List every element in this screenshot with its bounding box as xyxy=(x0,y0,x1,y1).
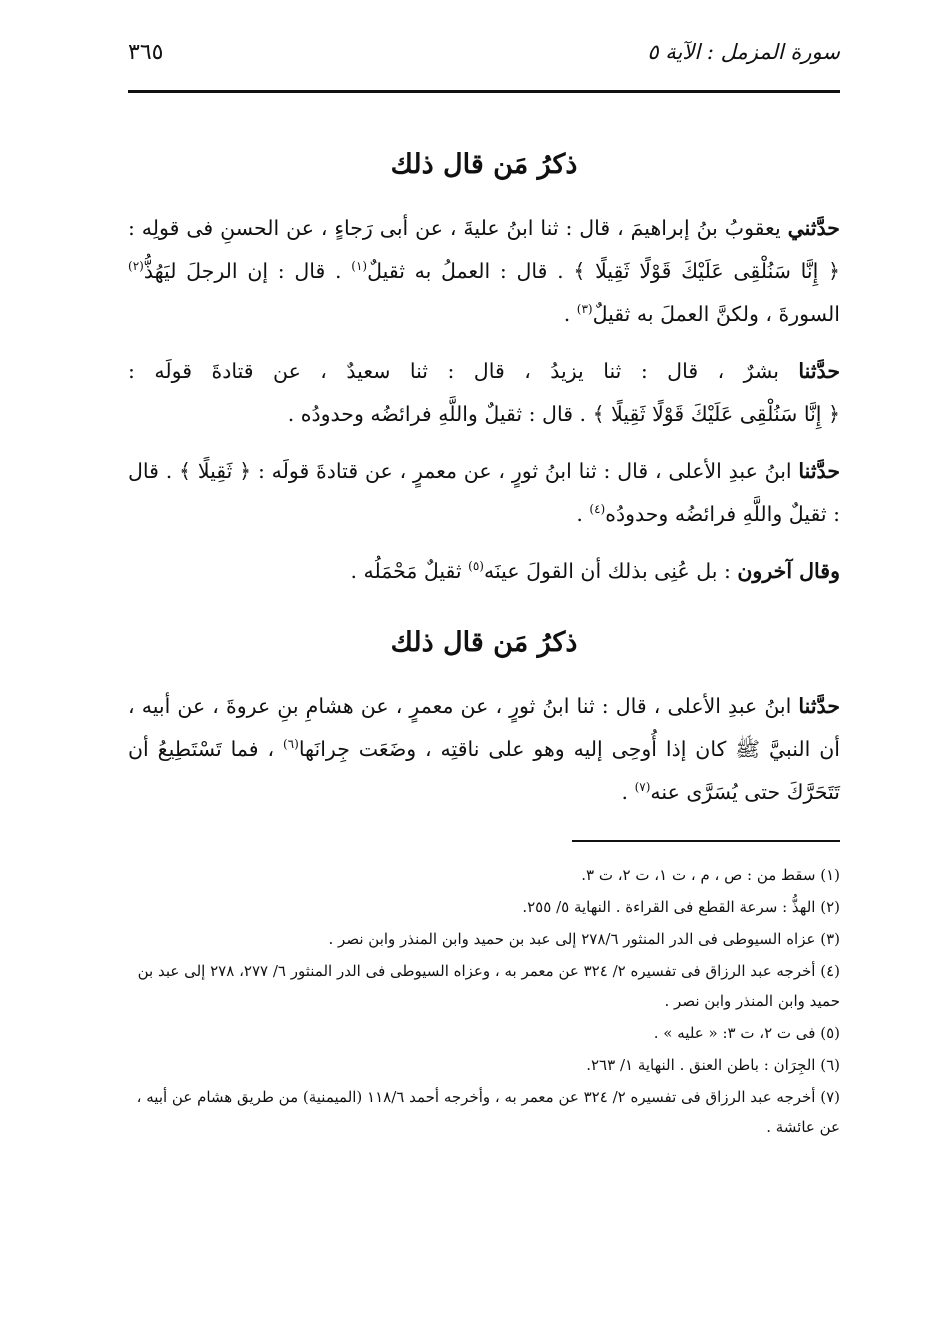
paragraph-lead: حدَّثنا xyxy=(798,694,840,718)
quran-verse: ﴿ إِنَّا سَنُلْقِى عَلَيْكَ قَوْلًا ثَقِيلًا ﴾ xyxy=(592,402,840,426)
footnote: (٥) فى ت ٢، ت ٣: « عليه » . xyxy=(653,1024,840,1042)
footnote-ref: (٥) xyxy=(468,559,484,574)
header-rule xyxy=(128,90,840,93)
footnote: (٢) الهذُّ : سرعة القطع فى القراءة . النهاية ٥/ ٢٥٥. xyxy=(522,898,840,916)
footnote-ref: (٧) xyxy=(634,780,651,795)
footnote-ref: (٣) xyxy=(576,302,593,317)
footnote-rule xyxy=(572,840,840,842)
footnote: (٧) أخرجه عبد الرزاق فى تفسيره ٢/ ٣٢٤ عن معمر به ، وأخرجه أحمد ١١٨/٦ (الميمنية) من طريق هشام عن أبيه ، عن عائشة . xyxy=(136,1088,840,1136)
paragraph-text: ثقيلٌ مَحْمَلُه . xyxy=(350,559,469,583)
paragraph-text: . قال : إن الرجلَ ليَهُذُّ xyxy=(143,259,352,283)
paragraph-lead: حدَّثنا xyxy=(798,459,840,483)
footnote: (٦) الجِرَان : باطن العنق . النهاية ١/ ٢٦٣. xyxy=(586,1056,840,1074)
paragraph-text: . xyxy=(563,302,577,326)
paragraph-text: ، فما تَسْتَطِيعُ أن تَتَحَرَّكَ حتى يُسَرَّى عنه xyxy=(128,737,840,804)
section-heading: ذكرُ مَن قال ذلك xyxy=(390,627,578,658)
paragraph-lead: حدَّثنا xyxy=(798,359,840,383)
footnote-ref: (٦) xyxy=(282,737,299,752)
paragraph-text: السورةَ ، ولكنَّ العملَ به ثقيلٌ xyxy=(592,302,840,326)
footnote: (٤) أخرجه عبد الرزاق فى تفسيره ٢/ ٣٢٤ عن معمر به ، وعزاه السيوطى فى الدر المنثور ٦/ ٢٧٧، ٢٧٨ إلى عبد بن حميد وابن المنذر وابن نصر . xyxy=(137,962,840,1010)
quran-verse: ﴿ ثَقِيلًا ﴾ xyxy=(179,459,252,483)
paragraph-lead: حدَّثني xyxy=(787,216,840,240)
footnote-ref: (٢) xyxy=(128,259,144,274)
paragraph xyxy=(128,450,840,536)
running-header xyxy=(128,40,840,80)
quran-verse: ﴿ إِنَّا سَنُلْقِى عَلَيْكَ قَوْلًا ثَقِيلًا ﴾ xyxy=(573,259,840,283)
page-number: ٣٦٥ xyxy=(128,40,164,65)
footnote-ref: (١) xyxy=(351,259,368,274)
page xyxy=(128,40,840,1144)
paragraph xyxy=(128,350,840,436)
footnotes xyxy=(128,860,840,1142)
footnote-ref: (٤) xyxy=(589,502,606,517)
paragraph-text: بشرٌ ، قال : ثنا يزيدُ ، قال : ثنا سعيدٌ ، عن قتادةَ قولَه : xyxy=(128,359,799,383)
paragraph-text: : بل عُنِى بذلك أن القولَ عينَه xyxy=(483,559,738,583)
paragraph-text: ابنُ عبدِ الأعلى ، قال : ثنا ابنُ ثورٍ ، عن معمرٍ ، عن قتادةَ قولَه : xyxy=(251,459,799,483)
section-heading: ذكرُ مَن قال ذلك xyxy=(390,149,578,180)
paragraph-text: . xyxy=(621,780,635,804)
paragraph-text: ابنُ عبدِ الأعلى ، قال : ثنا ابنُ ثورٍ ، عن معمرٍ ، عن هشامِ بنِ عروةَ ، عن أبيه ، أن النبيَّ ﷺ كان إذا أُوحِى إليه وهو على ناقتِه ، وضَعَت جِرانَها xyxy=(128,694,840,761)
footnote: (٣) عزاه السيوطى فى الدر المنثور ٢٧٨/٦ إلى عبد بن حميد وابن المنذر وابن نصر . xyxy=(328,930,840,948)
footnote: (١) سقط من : ص ، م ، ت ١، ت ٢، ت ٣. xyxy=(581,866,840,884)
paragraph-text: . xyxy=(576,502,590,526)
paragraph-text: يعقوبُ بنُ إبراهيمَ ، قال : ثنا ابنُ عليةَ ، عن أبى رَجاءٍ ، عن الحسنِ فى قولِه : xyxy=(128,216,781,240)
paragraph-lead: وقال آخرون xyxy=(737,559,840,583)
paragraph-text: . قال : ثقيلٌ واللَّهِ فرائضُه وحدودُه . xyxy=(287,402,593,426)
paragraph xyxy=(128,550,840,593)
paragraph-text: . قال : ثقيلٌ واللَّهِ فرائضُه وحدودُه xyxy=(128,459,840,526)
paragraph xyxy=(128,207,840,336)
paragraph-text: . قال : العملُ به ثقيلٌ xyxy=(367,259,574,283)
running-title: سورة المزمل : الآية ٥ xyxy=(647,40,840,64)
paragraph xyxy=(128,685,840,814)
